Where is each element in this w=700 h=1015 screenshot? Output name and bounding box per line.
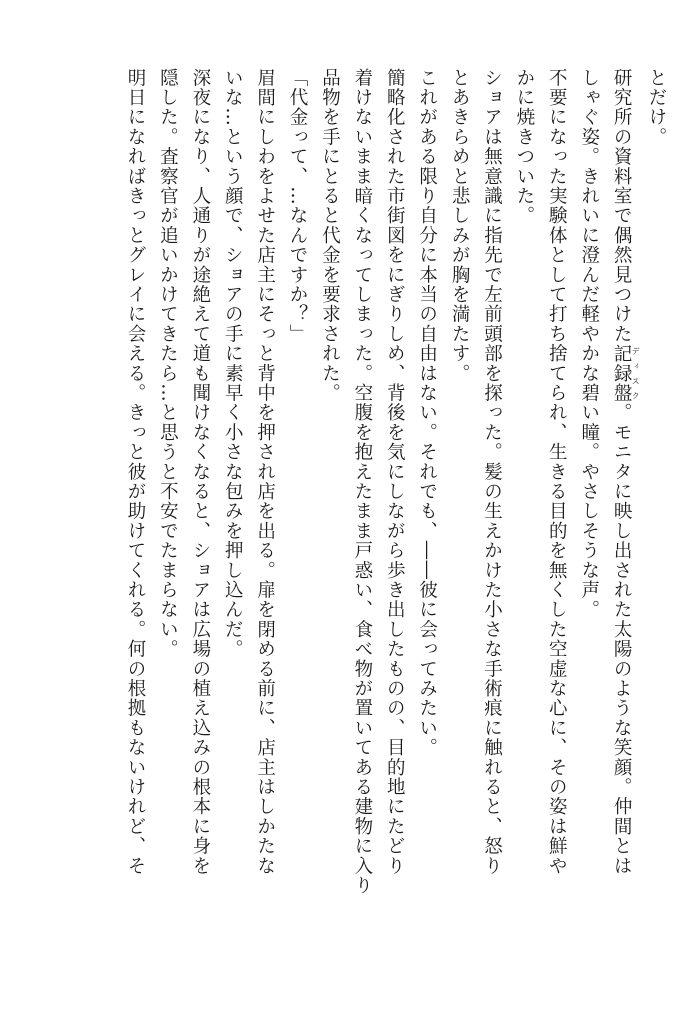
text-line: 簡略化された市街図をにぎりしめ、背後を気にしながら歩き出したものの、目的地にたどり xyxy=(384,68,406,876)
text-line: ショアは無意識に指先で左前頭部を探った。髪の生えかけた小さな手術痕に触れると、怒り xyxy=(481,68,503,876)
text-segment: 研究所の資料室で偶然見つけた xyxy=(611,68,633,344)
text-line: しゃぐ姿。きれいに澄んだ軽やかな碧い瞳。やさしそうな声。 xyxy=(578,68,600,620)
text-line: とあきらめと悲しみが胸を満たす。 xyxy=(449,68,471,384)
text-line: 隠した。査察官が追いかけてきたら…と思うと不安でたまらない。 xyxy=(157,68,179,659)
vertical-text-body xyxy=(119,68,672,968)
ruby-reading: ディスク xyxy=(631,343,641,403)
text-line: 不要になった実験体として打ち捨てられ、生きる目的を無くした空虚な心に、その姿は鮮や xyxy=(546,68,568,876)
text-line: いな…という顔で、ショアの手に素早く小さな包みを押し込んだ。 xyxy=(222,68,244,659)
text-line: 着けないまま暗くなってしまった。空腹を抱えたまま戸惑い、食べ物が置いてある建物に入り xyxy=(351,68,373,896)
text-line: 「代金って、…なんですか？」 xyxy=(287,68,309,344)
text-line: 眉間にしわをよせた店主にそっと背中を押され店を出る。扉を閉める前に、店主はしかたな xyxy=(254,68,276,876)
text-line: 明日になればきっとグレイに会える。きっと彼が助けてくれる。何の根拠もないけれど、そ xyxy=(125,68,146,876)
text-line: 品物を手にとると代金を要求された。 xyxy=(319,68,341,403)
text-line: とだけ。 xyxy=(646,68,667,147)
text-line: かに焼きついた。 xyxy=(513,68,535,226)
text-segment: 。モニタに映し出された太陽のような笑顔。仲間とは xyxy=(611,402,633,876)
text-line-with-ruby xyxy=(605,68,640,968)
ruby-base: 記録盤 xyxy=(611,343,633,403)
text-line: これがある限り自分に本当の自由はない。それでも、――彼に会ってみたい。 xyxy=(416,68,438,758)
ruby-annotation xyxy=(611,343,641,403)
text-line: 深夜になり、人通りが途絶えて道も聞けなくなると、ショアは広場の植え込みの根本に身を xyxy=(189,68,211,876)
